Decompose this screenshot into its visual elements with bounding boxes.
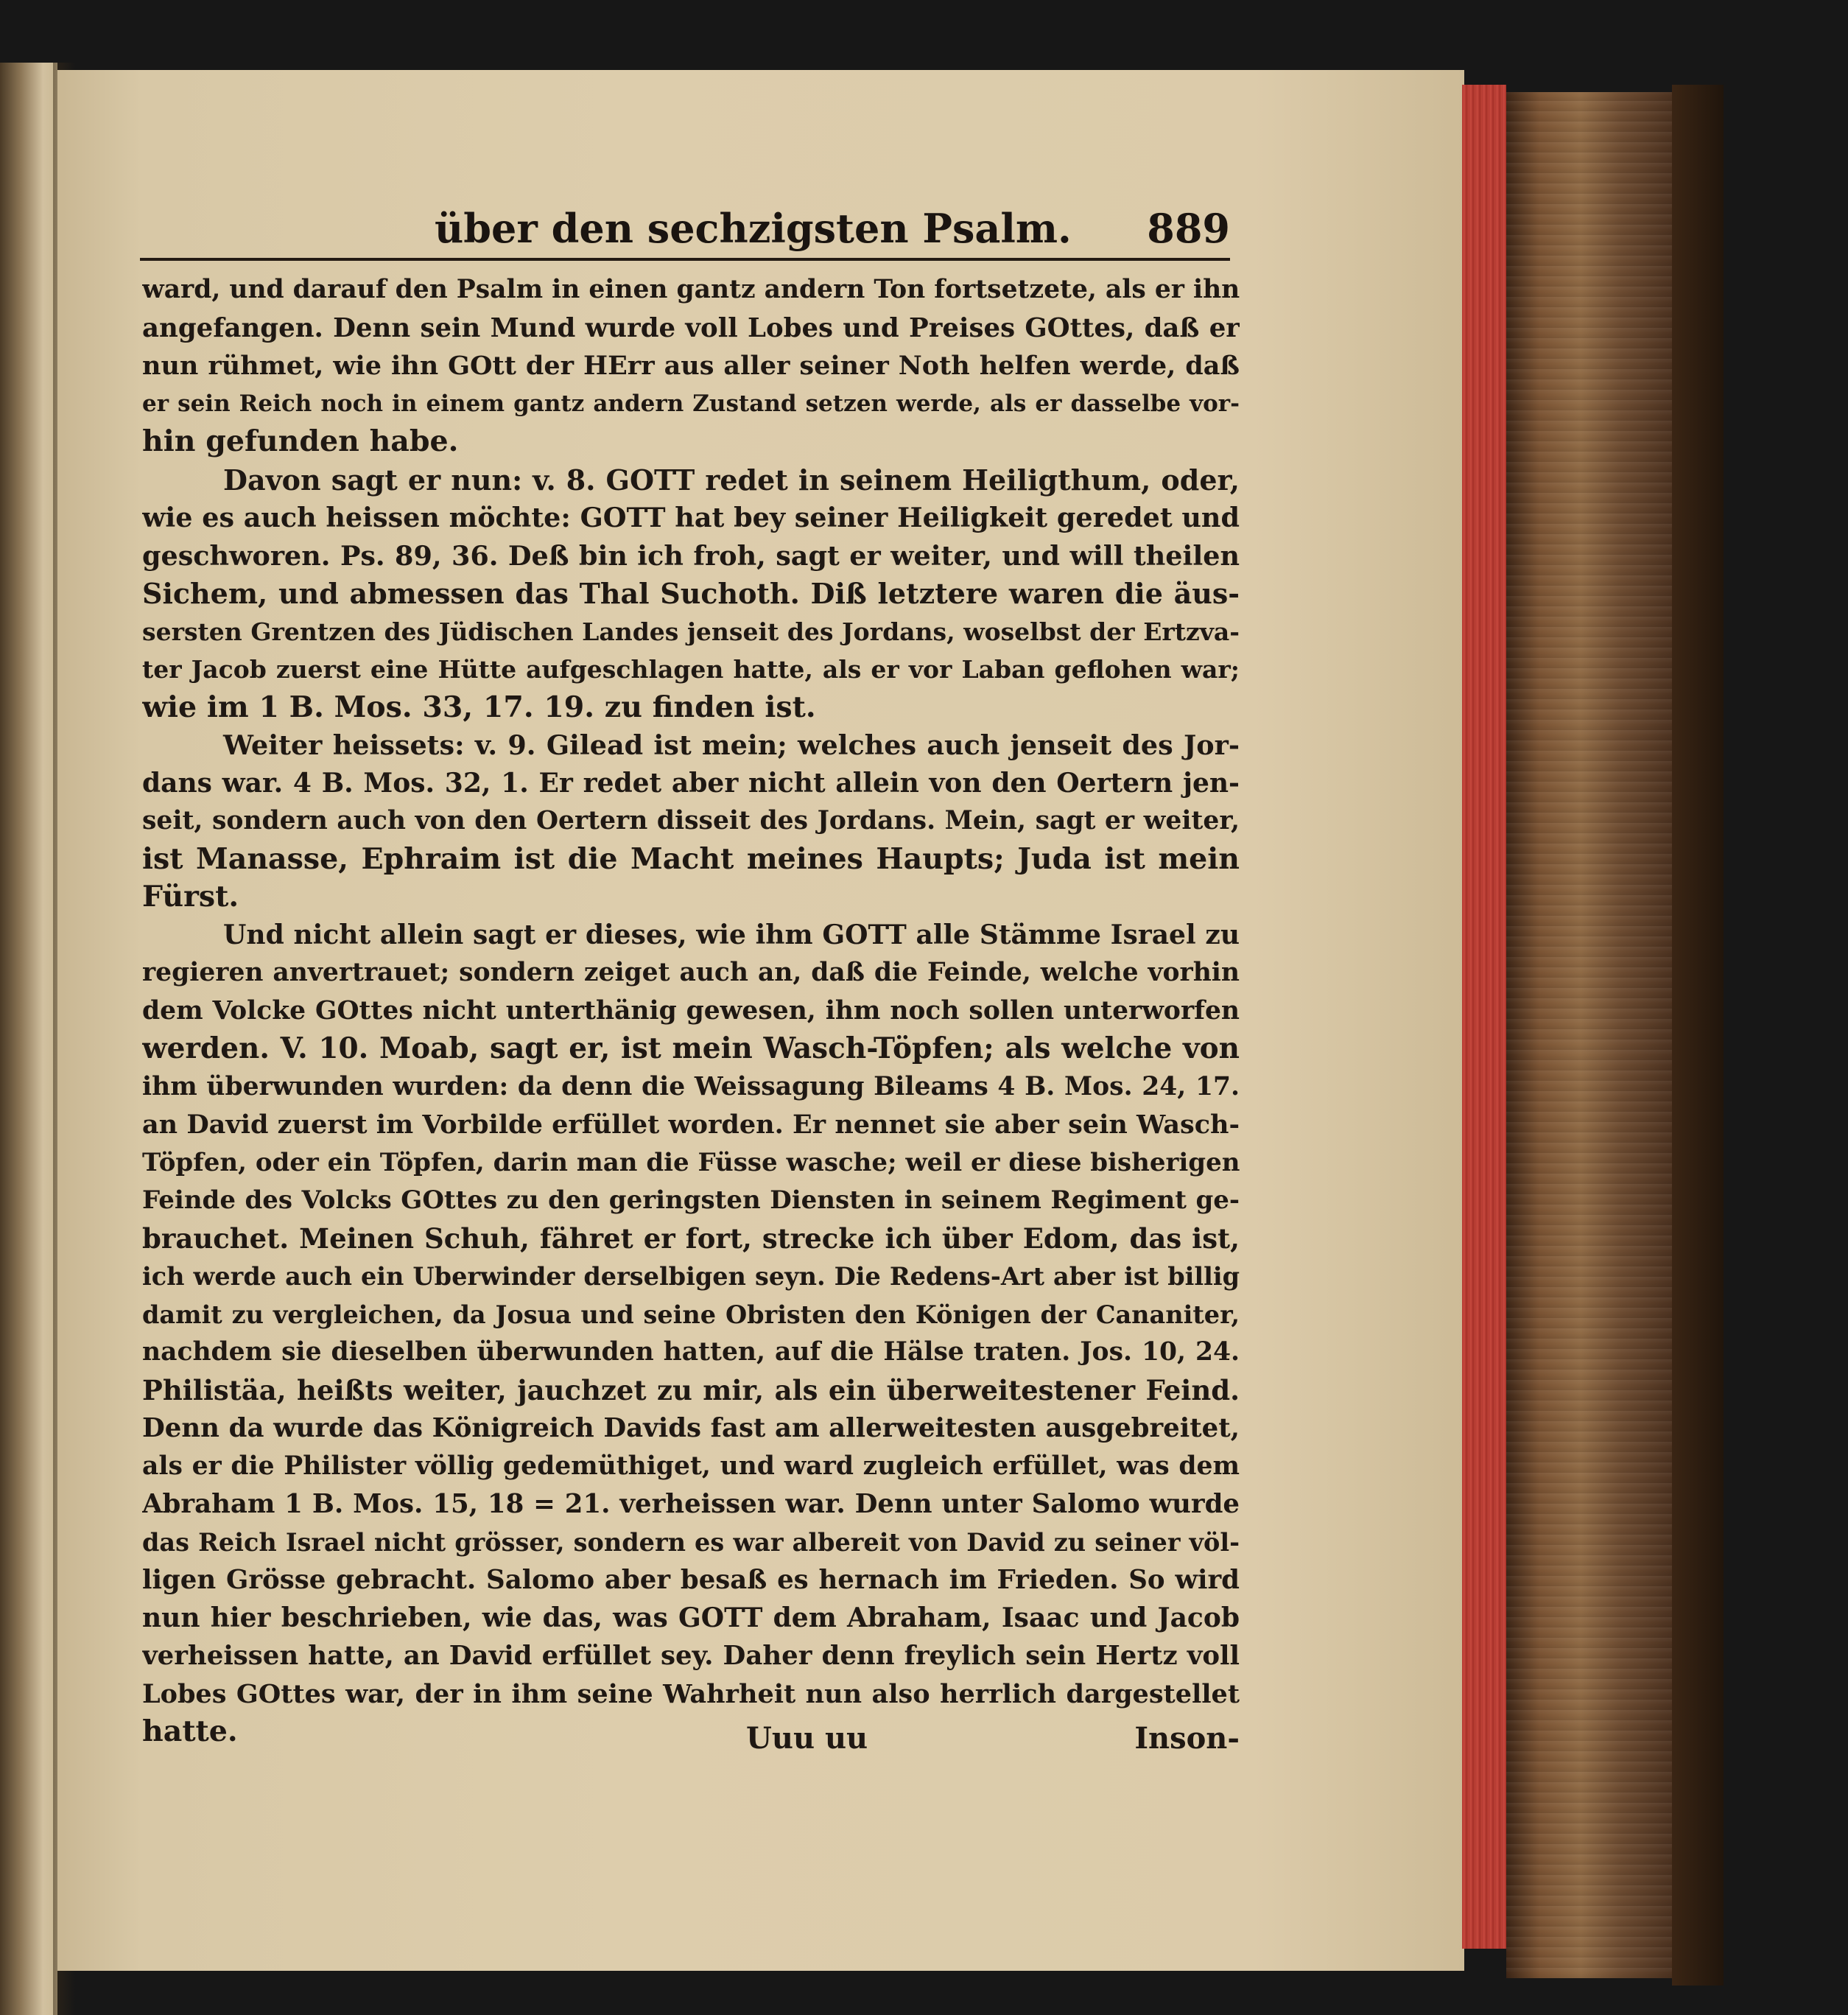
text-line: nun rühmet, wie ihn GOtt der HErr aus aller seiner Noth helfen werde, daß (142, 351, 1240, 381)
text-line: ter Jacob zuerst eine Hütte aufgeschlagen hatte, als er vor Laban geflohen war; (142, 655, 1240, 684)
text-line: wie im 1 B. Mos. 33, 17. 19. zu finden ist. (142, 690, 816, 724)
page-footer (142, 1717, 1240, 1761)
text-line: Fürst. (142, 880, 239, 914)
text-line: er sein Reich noch in einem gantz andern Zustand setzen werde, als er dasselbe vor- (142, 390, 1240, 417)
text-line: werden. V. 10. Moab, sagt er, ist mein Wasch-Töpfen; als welche von (142, 1031, 1240, 1065)
signature-mark: Uuu uu (746, 1721, 868, 1756)
text-line: Philistäa, heißts weiter, jauchzet zu mir, als ein überweitestener Feind. (142, 1373, 1240, 1406)
text-line: angefangen. Denn sein Mund wurde voll Lobes und Preises GOttes, daß er (142, 312, 1240, 343)
text-line: Denn da wurde das Königreich Davids fast am allerweitesten ausgebreitet, (142, 1413, 1240, 1443)
red-page-edges (1462, 85, 1506, 1949)
text-line: Weiter heissets: v. 9. Gilead ist mein; welches auch jenseit des Jor- (223, 729, 1240, 761)
text-line: Davon sagt er nun: v. 8. GOTT redet in seinem Heiligthum, oder, (223, 463, 1240, 497)
text-line: Sichem, und abmessen das Thal Suchoth. Diß letztere waren die äus- (142, 577, 1240, 610)
text-line: ihm überwunden wurden: da denn die Weissagung Bileams 4 B. Mos. 24, 17. (142, 1071, 1240, 1101)
text-line: regieren anvertrauet; sondern zeiget auch an, daß die Feinde, welche vorhin (142, 958, 1240, 987)
text-line: hatte. (142, 1714, 238, 1748)
text-line: ist Manasse, Ephraim ist die Macht meines Haupts; Juda ist mein (142, 841, 1240, 876)
text-line: ward, und darauf den Psalm in einen gantz andern Ton fortsetzete, als er ihn (142, 275, 1240, 304)
text-line: seit, sondern auch von den Oertern disseit des Jordans. Mein, sagt er weiter, (142, 806, 1240, 835)
text-line: an David zuerst im Vorbilde erfüllet worden. Er nennet sie aber sein Wasch- (142, 1110, 1240, 1140)
text-line: Lobes GOttes war, der in ihm seine Wahrheit nun also herrlich dargestellet (142, 1678, 1240, 1709)
text-line: Feinde des Volcks GOttes zu den geringsten Diensten in seinem Regiment ge- (142, 1185, 1240, 1215)
catchword: Inson- (1134, 1721, 1240, 1756)
running-title: über den sechzigsten Psalm. (435, 205, 1072, 252)
text-line: ich werde auch ein Uberwinder derselbigen seyn. Die Redens-Art aber ist billig (142, 1262, 1240, 1291)
text-line: dem Volcke GOttes nicht unterthänig gewesen, ihm noch sollen unterworfen (142, 995, 1240, 1026)
book-cover (1506, 92, 1672, 1978)
text-line: brauchet. Meinen Schuh, fähret er fort, strecke ich über Edom, das ist, (142, 1222, 1240, 1255)
text-line: dans war. 4 B. Mos. 32, 1. Er redet aber nicht allein von den Oertern jen- (142, 767, 1240, 799)
cover-edge (1672, 85, 1724, 1986)
page-number: 889 (1147, 205, 1230, 252)
text-line: ligen Grösse gebracht. Salomo aber besaß es hernach im Frieden. So wird (142, 1565, 1240, 1595)
text-line: nun hier beschrieben, wie das, was GOTT dem Abraham, Isaac und Jacob (142, 1602, 1240, 1633)
text-line: Abraham 1 B. Mos. 15, 18 = 21. verheissen war. Denn unter Salomo wurde (142, 1489, 1240, 1519)
body-text (142, 271, 1240, 1751)
text-line: als er die Philister völlig gedemüthiget, und ward zugleich erfüllet, was dem (142, 1451, 1240, 1481)
text-line: Und nicht allein sagt er dieses, wie ihm GOTT alle Stämme Israel zu (223, 919, 1240, 950)
header-rule (140, 258, 1230, 261)
text-line: sersten Grentzen des Jüdischen Landes jenseit des Jordans, woselbst der Ertzva- (142, 617, 1240, 646)
text-line: wie es auch heissen möchte: GOTT hat bey seiner Heiligkeit geredet und (142, 502, 1240, 533)
text-line: damit zu vergleichen, da Josua und seine Obristen den Königen der Cananiter, (142, 1300, 1240, 1329)
text-line: verheissen hatte, an David erfüllet sey. Daher denn freylich sein Hertz voll (142, 1641, 1240, 1671)
page-header (140, 205, 1230, 256)
text-line: Töpfen, oder ein Töpfen, darin man die Füsse wasche; weil er diese bisherigen (142, 1147, 1240, 1177)
text-line: geschworen. Ps. 89, 36. Deß bin ich froh, sagt er weiter, und will theilen (142, 539, 1240, 572)
left-page-edge (0, 63, 57, 2015)
text-line: das Reich Israel nicht grösser, sondern es war albereit von David zu seiner völ- (142, 1527, 1240, 1557)
text-line: nachdem sie dieselben überwunden hatten, auf die Hälse traten. Jos. 10, 24. (142, 1337, 1240, 1367)
text-line: hin gefunden habe. (142, 424, 459, 458)
